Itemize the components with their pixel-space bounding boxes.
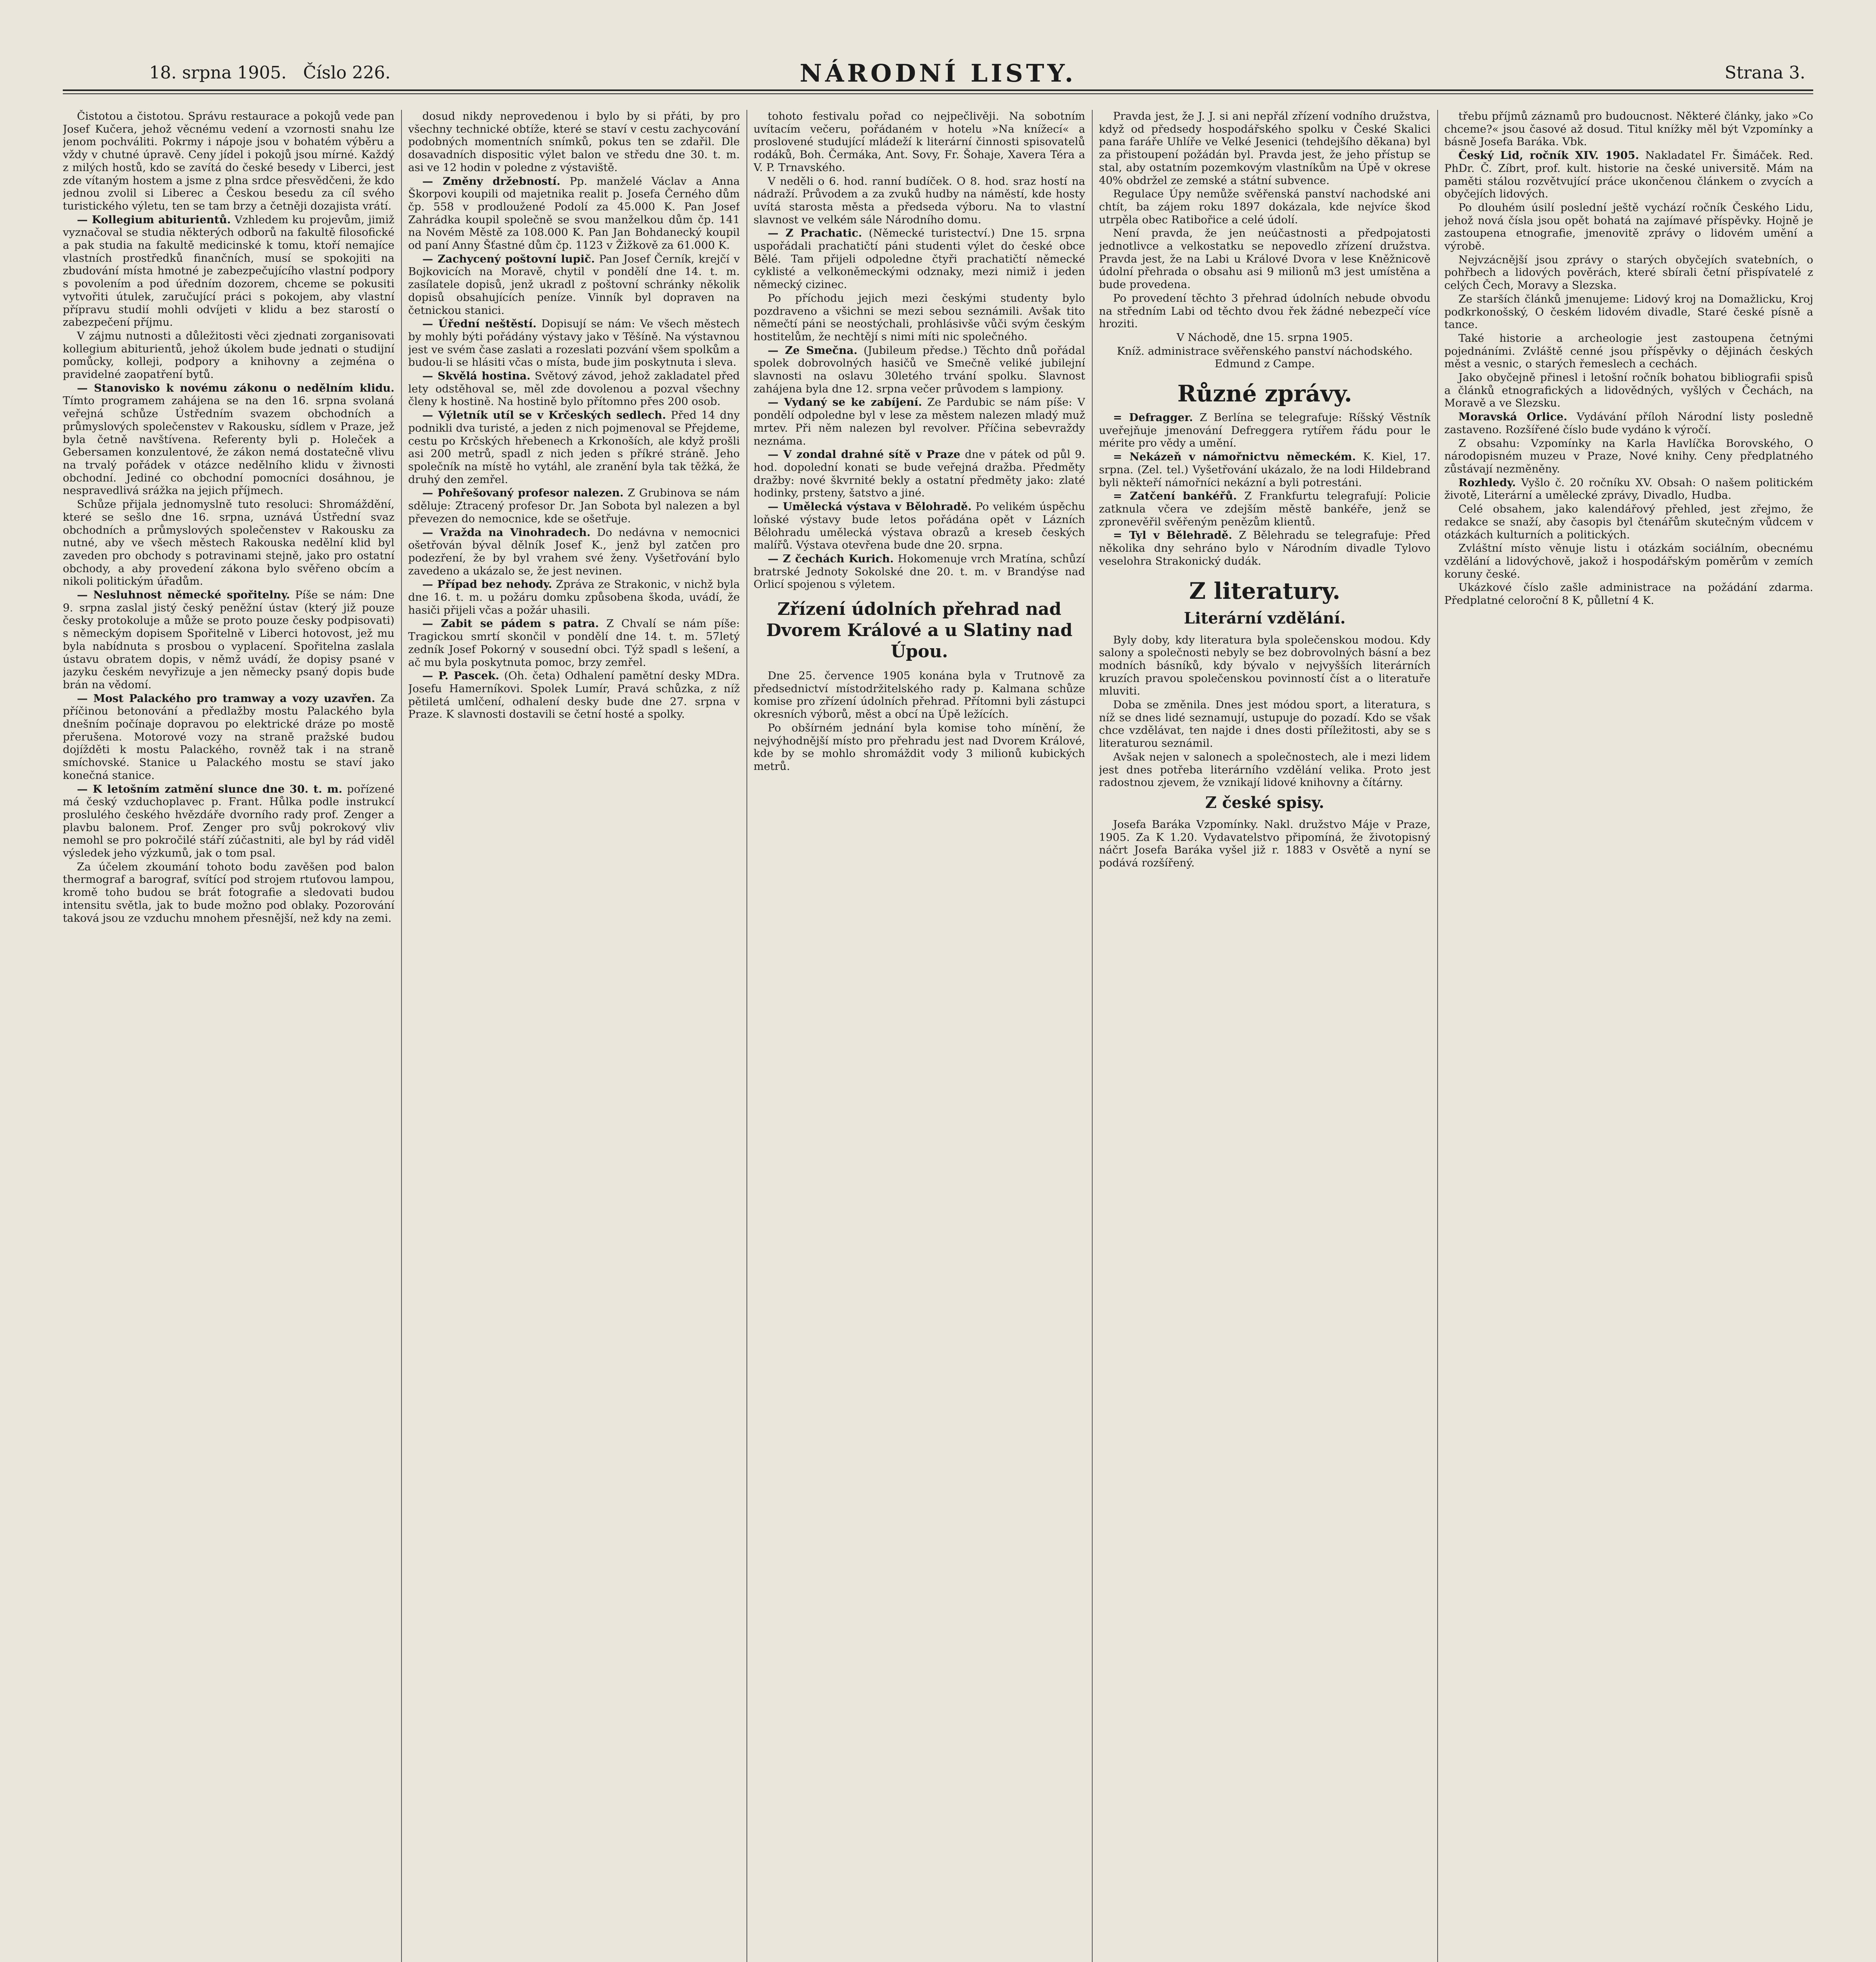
paragraph-text: Z Frankfurtu telegrafují: Policie zatknula včera ve zdejším městě bankéře, jenž se zpronevěřil svěřeným penězům klientů. xyxy=(1099,490,1431,528)
article-paragraph xyxy=(63,110,394,213)
news-item-heading: — P. Pascek. xyxy=(422,669,499,682)
article-paragraph xyxy=(408,253,740,317)
paragraph-text: Z Chvalí se nám píše: Tragickou smrtí skončil v pondělí dne 14. t. m. 57letý zedník Josef Pokorný v sousední obci. Týž spadl s lešení, a ač mu byla poskytnuta pomoc, brzy zemřel. xyxy=(408,617,740,669)
article-paragraph xyxy=(63,783,394,860)
paragraph-text: Avšak nejen v salonech a společnostech, ale i mezi lidem jest dnes potřeba literárního vzdělání velika. Proto jest radostnou zjevem, že vznikají lidové knihovny a čítárny. xyxy=(1099,750,1431,789)
paragraph-text: Jako obyčejně přinesl i letošní ročník bohatou bibliografii spisů a článků etnografických a lidovědných, vyšlých v Čechách, na Moravě a ve Slezsku. xyxy=(1444,371,1813,410)
article-paragraph xyxy=(1099,292,1431,330)
article-paragraph xyxy=(1444,253,1813,292)
news-item-heading: — Změny držebností. xyxy=(422,175,560,188)
paragraph-text: Vyšlo č. 20 ročníku XV. Obsah: O našem politickém životě, Literární a umělecké zprávy, Divadlo, Hudba. xyxy=(1444,476,1813,502)
article-paragraph xyxy=(63,382,394,497)
news-item-heading: — V zondal drahné sítě v Praze xyxy=(768,448,960,461)
paragraph-text: Ze Pardubic se nám píše: V pondělí odpoledne byl v lese za městem nalezen mladý muž mrtev. Při něm nalezen byl revolver. Příčina sebevraždy neznáma. xyxy=(754,396,1085,447)
article-paragraph xyxy=(1099,529,1431,567)
news-item-heading: — Most Palackého pro tramway a vozy uzavřen. xyxy=(77,692,376,705)
article-paragraph xyxy=(63,861,394,925)
paragraph-text: Po příchodu jejich mezi českými studenty bylo pozdraveno a všichni se mezi sebou seznámili. Avšak tito němečtí páni se neostýchali, prohlásivše vůči svým českým hostitelům, že nechtějí s nimi míti nic společného. xyxy=(754,292,1085,343)
article-paragraph xyxy=(408,526,740,578)
news-item-heading: — Pohřešovaný profesor nalezen. xyxy=(422,487,624,500)
paragraph-text: Vzhledem ku projevům, jimiž vyznačoval se studia některých odborů na fakultě filosofické a pak studia na fakultě medicinské k tomu, ktoří nemajíce vlastních prostředků finančních, musí se spokojiti na zbudování místa hmotné je zabezpečujícího vlastní podpory s povolením a pod úředním dozorem, chceme se pokusiti vytvořiti útulek, zaručující práci s pokojem, aby vlastní přípravu studií mohli odvíjeti v klidu a bez starostí o zabezpečení příjmu. xyxy=(63,213,394,329)
paragraph-text: Byly doby, kdy literatura byla společenskou modou. Kdy salony a společnosti nebyly se bez dobrovolných básní a bez modních básníků, kdy bývalo v nejvyšších literárních kruzích pravou společenskou povinností číst a o literatuře mluviti. xyxy=(1099,633,1431,698)
article-paragraph xyxy=(1099,227,1431,291)
section-subheading: Literární vzdělání. xyxy=(1184,609,1346,627)
news-item-heading: = Zatčení bankéřů. xyxy=(1113,490,1237,503)
news-item-heading: — Zachycený poštovní lupič. xyxy=(422,252,595,265)
article-paragraph xyxy=(1099,818,1431,870)
news-item-heading: — Případ bez nehody. xyxy=(422,578,552,591)
paragraph-text: Dne 25. července 1905 konána byla v Trutnově za předsednictví místodržitelského rady p. Kalmana schůze komise pro zřízení údolních přehrad. Přítomni byli zástupci okresních výborů, měst a obcí na Úpě ležících. xyxy=(754,669,1085,721)
article-paragraph xyxy=(63,330,394,381)
article-paragraph xyxy=(1444,110,1813,148)
article-paragraph xyxy=(754,722,1085,773)
paragraph-text: Regulace Úpy nemůže svěřenská panství nachodské ani chtít, ba zájem roku 1897 dokázala, kde nejvíce škod utrpěla obec Ratibořice a celé údolí. xyxy=(1099,188,1431,226)
article-paragraph xyxy=(754,227,1085,291)
paragraph-text: Nakladatel Fr. Šimáček. Red. PhDr. Č. Zíbrt, prof. kult. historie na české universitě. Mám na paměti stálou rozvětvující práce ukončenou článkem o zvycích a obyčejích lidových. xyxy=(1444,149,1813,201)
article-paragraph xyxy=(408,370,740,408)
article-paragraph xyxy=(1444,201,1813,253)
news-item-heading: — Kollegium abiturientů. xyxy=(77,213,231,226)
article-paragraph xyxy=(1444,149,1813,201)
article-paragraph xyxy=(408,617,740,669)
paragraph-text: dne v pátek od půl 9. hod. dopolední konati se bude veřejná dražba. Předměty dražby: nové škvrnité bekly a ostatní předměty jako: zlaté hodinky, prsteny, šatstvo a jiné. xyxy=(754,448,1085,500)
article-paragraph xyxy=(408,578,740,616)
article-paragraph xyxy=(1099,698,1431,750)
news-item-heading: Český Lid, ročník XIV. 1905. xyxy=(1458,149,1639,162)
article-paragraph xyxy=(1444,542,1813,580)
paragraph-text: třebu příjmů záznamů pro budoucnost. Některé články, jako »Co chceme?« jsou časové až dosud. Titul knížky měl být Vzpomínky a básně Josefa Baráka. Vbk. xyxy=(1444,110,1813,148)
article-paragraph xyxy=(1099,331,1431,344)
paragraph-text: Z Grubinova se nám sděluje: Ztracený profesor Dr. Jan Sobota byl nalezen a byl převezen do nemocnice, kde se ošetřuje. xyxy=(408,487,740,525)
article-paragraph xyxy=(1099,345,1431,370)
header-rule-thin xyxy=(63,93,1813,94)
news-item-heading: — Z Prachatic. xyxy=(768,227,862,240)
article-paragraph xyxy=(754,552,1085,591)
paragraph-text: K. Kiel, 17. srpna. (Zel. tel.) Vyšetřování ukázalo, že na lodi Hildebrand byli někteří námořníci nekázní a byli potrestáni. xyxy=(1099,450,1431,489)
article-paragraph xyxy=(754,448,1085,500)
paragraph-text: Za příčinou betonování a předlažby mostu Palackého byla dnešním počínaje dopravou po elektrické dráze po mostě přerušena. Motorové vozy na straně pražské budou dojížděti k mostu Palackého, rovněž tak i na straně smíchovské. Stanice u Palackého mostu se staví jako konečná stanice. xyxy=(63,692,394,782)
paragraph-text: Ze starších článků jmenujeme: Lidový kroj na Domažlicku, Kroj podkrkonošský, O českém lidovém divadle, Staré české písně a tance. xyxy=(1444,292,1813,331)
paragraph-text: pořízené má český vzduchoplavec p. Frant. Hůlka podle instrukcí proslulého českého hvězdáře dvorního rady prof. Zenger a plavbu balonem. Prof. Zenger pro svůj pokrokový vliv nemohl se pro pokročilé stáří zúčastniti, ale byl by rád viděl výsledek jeho výzkumů, jak o tom psal. xyxy=(63,782,394,860)
article-paragraph xyxy=(408,175,740,252)
article-paragraph xyxy=(1444,581,1813,607)
paragraph-text: Před 14 dny podnikli dva turisté, a jeden z nich pojmenoval se Přejdeme, cestu po Krčských hřebenech a Krkonoších, ale když prošli asi 200 metrů, spadl z nich jeden s příkré stráně. Jeho společník na místě ho vytáhl, ale zranění byla tak těžká, že druhý den zemřel. xyxy=(408,409,740,486)
news-item-heading: — Nesluhnost německé spořitelny. xyxy=(77,589,290,602)
news-item-heading: — Umělecká výstava v Bělohradě. xyxy=(768,500,972,513)
paragraph-text: Píše se nám: Dne 9. srpna zaslal jistý český peněžní ústav (který již pouze česky protokoluje a může se proto pouze česky podpisovati) s německým dopisem Spořitelně v Liberci hotovost, jež mu byla nabídnuta s prosbou o vyplacení. Spořitelna zaslala ústavu obratem dopis, v němž uvádí, že dopisy psané v jazyku českém nevyřizuje a jen německy psaný dopis bude brán na vědomí. xyxy=(63,589,394,691)
paragraph-text: V Náchodě, dne 15. srpna 1905. xyxy=(1176,331,1353,344)
column-1 xyxy=(63,110,394,1962)
article-paragraph xyxy=(63,498,394,588)
news-item-heading: Rozhledy. xyxy=(1458,476,1516,489)
paragraph-text: Zpráva ze Strakonic, v nichž byla dne 16. t. m. u požáru domku způsobena škoda, uvádí, že hasiči přijeli včas a požár uhasili. xyxy=(408,578,740,616)
article-paragraph xyxy=(63,692,394,782)
paragraph-text: Z obsahu: Vzpomínky na Karla Havlíčka Borovského, O národopisném muzeu v Praze, Nové knihy. Ceny předplatného zůstávají nezměněny. xyxy=(1444,437,1813,475)
section-heading: Různé zprávy. xyxy=(1177,380,1352,407)
article-paragraph xyxy=(1444,437,1813,476)
paragraph-text: (Jubileum předse.) Těchto dnů pořádal spolek dobrovolných hasičů ve Smečně veliké jubilejní slavnosti na oslavu 30letého trvání spolku. Slavnost zahájena byla dne 12. srpna večer průvodem s lampiony. xyxy=(754,344,1085,395)
news-item-heading: Moravská Orlice. xyxy=(1458,410,1568,423)
news-item-heading: — K letošním zatmění slunce dne 30. t. m. xyxy=(77,782,343,795)
paragraph-text: Zvláštní místo věnuje listu i otázkám sociálním, obecnému vzdělání a lidovýchově, jakož i hospodářským poměrům v zemích koruny české. xyxy=(1444,542,1813,580)
paragraph-text: Ukázkové číslo zašle administrace na požádání zdarma. Předplatné celoroční 8 K, půlletní 4 K. xyxy=(1444,581,1813,607)
article-paragraph xyxy=(63,213,394,329)
paragraph-text: Vydávání příloh Národní listy posledně zastaveno. Rozšířené číslo bude vydáno k výročí. xyxy=(1444,410,1813,436)
paragraph-text: Po obšírném jednání byla komise toho mínění, že nejvýhodnější místo pro přehradu jest nad Dvorem Králové, kde by se mohlo shromáždit vody 3 milionů kubických metrů. xyxy=(754,721,1085,773)
news-item-heading: = Tyl v Bělehradě. xyxy=(1113,529,1232,542)
article-paragraph xyxy=(1099,188,1431,226)
issue-date: 18. srpna 1905. Číslo 226. xyxy=(149,63,391,83)
article-paragraph xyxy=(408,110,740,174)
column-4 xyxy=(1099,110,1431,1962)
article-paragraph xyxy=(754,396,1085,447)
news-item-heading: = Nekázeň v námořnictvu německém. xyxy=(1113,450,1356,463)
news-item-heading: = Defragger. xyxy=(1113,411,1193,424)
column-2 xyxy=(408,110,740,1962)
paragraph-text: Po provedení těchto 3 přehrad údolních nebude obvodu na středním Labi od těchto dvou řek žádné nebezpečí více hroziti. xyxy=(1099,292,1431,330)
article-paragraph xyxy=(408,317,740,369)
paragraph-text: Pp. manželé Václav a Anna Škorpovi koupili od majetnika realit p. Josefa Černého dům čp. 558 v prodloužené Podolí za 45.000 K. Pan Josef Zahrádka koupil společně se svou manželkou dům čp. 141 na Novém Městě za 108.000 K. Pan Jan Bohdanecký koupil od paní Anny Šťastné dům čp. 1123 v Žižkově za 61.000 K. xyxy=(408,175,740,252)
section-subheading: Z české spisy. xyxy=(1205,793,1325,812)
column-divider xyxy=(1092,110,1093,1962)
paragraph-text: Z Berlína se telegrafuje: Ríšský Věstník uveřejňuje jmenování Defreggera rytířem řádu pour le mérite pro vědy a umění. xyxy=(1099,411,1431,450)
section-heading: Z literatury. xyxy=(1189,577,1341,604)
column-divider xyxy=(1437,110,1438,1962)
paragraph-text: Také historie a archeologie jest zastoupena četnými pojednáními. Zvláště cenné jsou příspěvky o dějinách českých měst a vesnic, o starých řemeslech a cechách. xyxy=(1444,332,1813,370)
paragraph-text: Za účelem zkoumání tohoto bodu zavěšen pod balon thermograf a barograf, svítící pod strojem rtuťovou lampou, kromě toho budou se brát fotografie a sledovati budou intensitu světla, jak to bude možno pod oblaky. Pozorování taková jsou ze vzduchu mnohem přesnější, než kdy na zemi. xyxy=(63,860,394,924)
article-paragraph xyxy=(1444,332,1813,370)
paragraph-text: tohoto festivalu pořad co nejpečlivěji. Na sobotním uvítacím večeru, pořádaném v hotelu »Na knížecí« a proslovené studující mládeží k literární činnosti spisovatelů rodáků, Boh. Čermáka, Ant. Sovy, Fr. Šohaje, Xavera Téra a V. P. Trnavského. xyxy=(754,110,1085,174)
paragraph-text: Světový závod, jehož zakladatel před lety odstěhoval se, měl zde dovolenou a pozval všechny členy k hostině. Na hostině bylo přítomno přes 200 osob. xyxy=(408,370,740,408)
news-item-heading: — Vydaný se ke zabíjení. xyxy=(768,396,922,409)
article-paragraph xyxy=(1444,293,1813,331)
column-divider xyxy=(746,110,747,1962)
paragraph-text: Čistotou a čistotou. Správu restaurace a pokojů vede pan Josef Kučera, jehož věcnému vedení a vzornosti snahu lze jenom pochváliti. Pokrmy i nápoje jsou v bohatém výběru a vždy v chutné úpravě. Ceny jídel i pokojů jsou mírné. Každý z milých hostů, kdo se zavítá do české besedy v Liberci, jest zde vítaným hostem a jsme z plna srdce přesvědčeni, že kdo jednou zvolil si Liberec a Českou besedu za cíl svého turistického výletu, ten se tam brzy a četněji dozajista vrátí. xyxy=(63,110,394,212)
article-paragraph xyxy=(1444,410,1813,436)
paragraph-text: Po dlouhém úsilí poslední ještě vychází ročník Českého Lidu, jehož nová čísla jsou opět bohatá na zajímavé příspěvky. Hojně je zastoupena etnografie, jmenovitě zprávy o lidovém umění a výrobě. xyxy=(1444,201,1813,253)
news-item-heading: — Zabit se pádem s patra. xyxy=(422,617,599,630)
paragraph-text: Doba se změnila. Dnes jest módou sport, a literatura, s níž se dnes lidé seznamují, ustupuje do pozadí. Kdo se však chce vzdělávat, ten najde i dnes dosti příležitosti, aby se s literaturou seznámil. xyxy=(1099,698,1431,750)
masthead xyxy=(63,59,1813,87)
paragraph-text: Kníž. administrace svěřenského panství náchodského. Edmund z Campe. xyxy=(1117,345,1413,370)
paragraph-text: Pravda jest, že J. J. si ani nepřál zřízení vodního družstva, když od předsedy hospodářského spolku v České Skalici pana faráře Uhlíře ve Velké Jesenici (tehdejšího děkana) byl za přistoupení požádán byl. Pravda jest, že jeho přístup se stal, aby ostatním pozemkovým vlastníkům na Úpě v okrese 40% obdržel ze zemské a státní subvence. xyxy=(1099,110,1431,187)
newspaper-title: NÁRODNÍ LISTY. xyxy=(799,59,1077,88)
article-paragraph xyxy=(754,175,1085,226)
article-paragraph xyxy=(408,409,740,486)
paragraph-text: Dopisují se nám: Ve všech městech by mohly býti pořádány výstavy jako v Těšíně. Na výstavnou jest ve svém čase zaslati a rozeslati pozvání všem spolkům a budou-li se hlásiti včas o místa, bude jim poskytnuta i sleva. xyxy=(408,317,740,369)
paragraph-text: Josefa Baráka Vzpomínky. Nakl. družstvo Máje v Praze, 1905. Za K 1.20. Vydavatelstvo připomíná, že životopisný náčrt Josefa Baráka vyšel již r. 1883 v Osvětě a nyní se podává rozšířený. xyxy=(1099,818,1431,870)
article-paragraph xyxy=(1444,476,1813,502)
paragraph-text: Pan Josef Černík, krejčí v Bojkovicích na Moravě, chytil v pondělí dne 14. t. m. zasílatele dopisů, jenž ukradl z poštovní schránky několik dopisů obsahujících peníze. Vinník byl dopraven na četnickou stanici. xyxy=(408,252,740,317)
paragraph-text: Není pravda, že jen neúčastnosti a předpojatosti jednotlivce a velkostatku se nepovedlo zřízení družstva. Pravda jest, že na Labi u Králové Dvora v lese Kněžnicově údolní přehrada o obsahu asi 9 milionů m3 jest umístěna a bude provedena. xyxy=(1099,227,1431,291)
article-paragraph xyxy=(754,344,1085,396)
paragraph-text: V neděli o 6. hod. ranní budíček. O 8. hod. sraz hostí na nádraží. Průvodem a za zvuků hudby na náměstí, kde hosty uvítá starosta města a předseda výboru. Na to vlastní slavnost ve velkém sále Národního domu. xyxy=(754,175,1085,226)
news-item-heading: — Ze Smečna. xyxy=(768,344,858,357)
article-paragraph xyxy=(1444,503,1813,541)
article-paragraph xyxy=(1444,371,1813,410)
paragraph-text: Po velikém úspěchu loňské výstavy bude letos pořádána opět v Lázních Bělohradu umělecká výstava obrazů a kreseb českých malířů. Výstava otevřena bude dne 20. srpna. xyxy=(754,500,1085,552)
article-paragraph xyxy=(754,292,1085,343)
news-item-heading: — Výletník utíl se v Krčeských sedlech. xyxy=(422,409,666,422)
news-item-heading: — Skvělá hostina. xyxy=(422,370,531,383)
article-paragraph xyxy=(408,669,740,721)
paragraph-text: Nejvzácnější jsou zprávy o starých obyčejích svatebních, o pohřbech a lidových pověrách, které sbírali četní přispívatelé z celých Čech, Moravy a Slezska. xyxy=(1444,253,1813,292)
article-paragraph xyxy=(1099,411,1431,450)
header-rule xyxy=(63,89,1813,91)
column-3 xyxy=(754,110,1085,1962)
paragraph-text: V zájmu nutnosti a důležitosti věci zjednati zorganisovati kollegium abiturientů, jehož úkolem bude jednati o studijní pomůcky, kolleji, podpory a knihovny a zejména o pravidelné zaopatření bytů. xyxy=(63,329,394,381)
article-paragraph xyxy=(63,589,394,691)
paragraph-text: Hokomenuje vrch Mratína, schůzí bratrské Jednoty Sokolské dne 20. t. m. v Brandýse nad Orlicí spojenou s výletem. xyxy=(754,552,1085,591)
article-paragraph xyxy=(754,110,1085,174)
paragraph-text: Do nedávna v nemocnici ošetřován býval dělník Josef K., jenž byl zatčen pro podezření, že by byl vrahem své ženy. Vyšetřování bylo zavedeno a ukázalo se, že jest nevinen. xyxy=(408,526,740,577)
paragraph-text: Schůze přijala jednomyslně tuto resoluci: Shromáždění, které se sešlo dne 16. srpna, uznává Ústřední svaz obchodních a průmyslových společenstev v Rakousku za nutné, aby ve všech městech Rakouska nedělní klid byl zaveden pro obchody s potravinami stejně, jako pro ostatní obchody, a aby provedení zákona bylo svěřeno obcím a nikoli politickým úřadům. xyxy=(63,498,394,588)
article-headline: Zřízení údolních přehrad nad Dvorem Králové a u Slatiny nad Úpou. xyxy=(766,599,1073,662)
paragraph-text: Tímto programem zahájena se na den 16. srpna svolaná veřejná schůze Ústředním svazem obchodních a průmyslových společenstev v Rakousku, sídlem v Praze, jež byla četně navštívena. Referenty byli p. Holeček a Gebersamen konzulentové, že zákon nemá dostatečně vlivu na trvalý pořádek v otázce nedělního klidu v živnosti obchodní. Jediné co obchodní pomocníci dosáhnou, je nespravedlivá srážka na jejich příjmech. xyxy=(63,394,394,497)
article-paragraph xyxy=(1099,450,1431,489)
column-5 xyxy=(1444,110,1813,1962)
article-paragraph xyxy=(1099,110,1431,187)
paragraph-text: Celé obsahem, jako kalendářový přehled, jest zřejmo, že redakce se snaží, aby časopis byl čtenářům skutečným vůdcem v otázkách kulturních a politických. xyxy=(1444,503,1813,541)
paragraph-text: Z Bělehradu se telegrafuje: Před několika dny sehráno bylo v Národním divadle Tylovo veselohra Strakonický dudák. xyxy=(1099,529,1431,567)
news-item-heading: — Z čechách Kurich. xyxy=(768,552,894,565)
article-paragraph xyxy=(1099,490,1431,528)
page-number: Strana 3. xyxy=(1725,63,1805,83)
article-paragraph xyxy=(754,500,1085,552)
article-paragraph xyxy=(1099,751,1431,789)
column-divider xyxy=(401,110,402,1962)
article-paragraph xyxy=(408,487,740,525)
article-paragraph xyxy=(1099,634,1431,698)
issue-number: Číslo 226. xyxy=(303,63,391,83)
article-paragraph xyxy=(754,669,1085,721)
news-item-heading: — Vražda na Vinohradech. xyxy=(422,526,591,539)
paragraph-text: (Oh. četa) Odhalení pamětní desky MDra. Josefu Hamerníkovi. Spolek Lumír, Pravá schůzka, z níž pětiletá umlčení, odhalení desky bude dne 27. srpna v Praze. K slavnosti dostavili se četní hosté a spolky. xyxy=(408,669,740,721)
paragraph-text: (Německé turistectví.) Dne 15. srpna uspořádali prachatičtí páni studenti výlet do české obce Bělé. Tam přijeli odpoledne čtyři prachatičtí německé cyklisté a velkoněmeckými odznaky, mezi nimiž i jeden německý cizinec. xyxy=(754,227,1085,291)
paragraph-text: dosud nikdy neprovedenou i bylo by si přáti, by pro všechny technické obtíže, které se staví v cestu zachycování podobných momentních snímků, pokus ten se zdařil. Dle dosavadních dispositic výlet balon ve středu dne 30. t. m. asi ve 12 hodin v poledne z výstaviště. xyxy=(408,110,740,174)
news-item-heading: — Úřední neštěstí. xyxy=(422,317,537,330)
news-item-heading: — Stanovisko k novému zákonu o nedělním klidu. xyxy=(77,381,394,394)
